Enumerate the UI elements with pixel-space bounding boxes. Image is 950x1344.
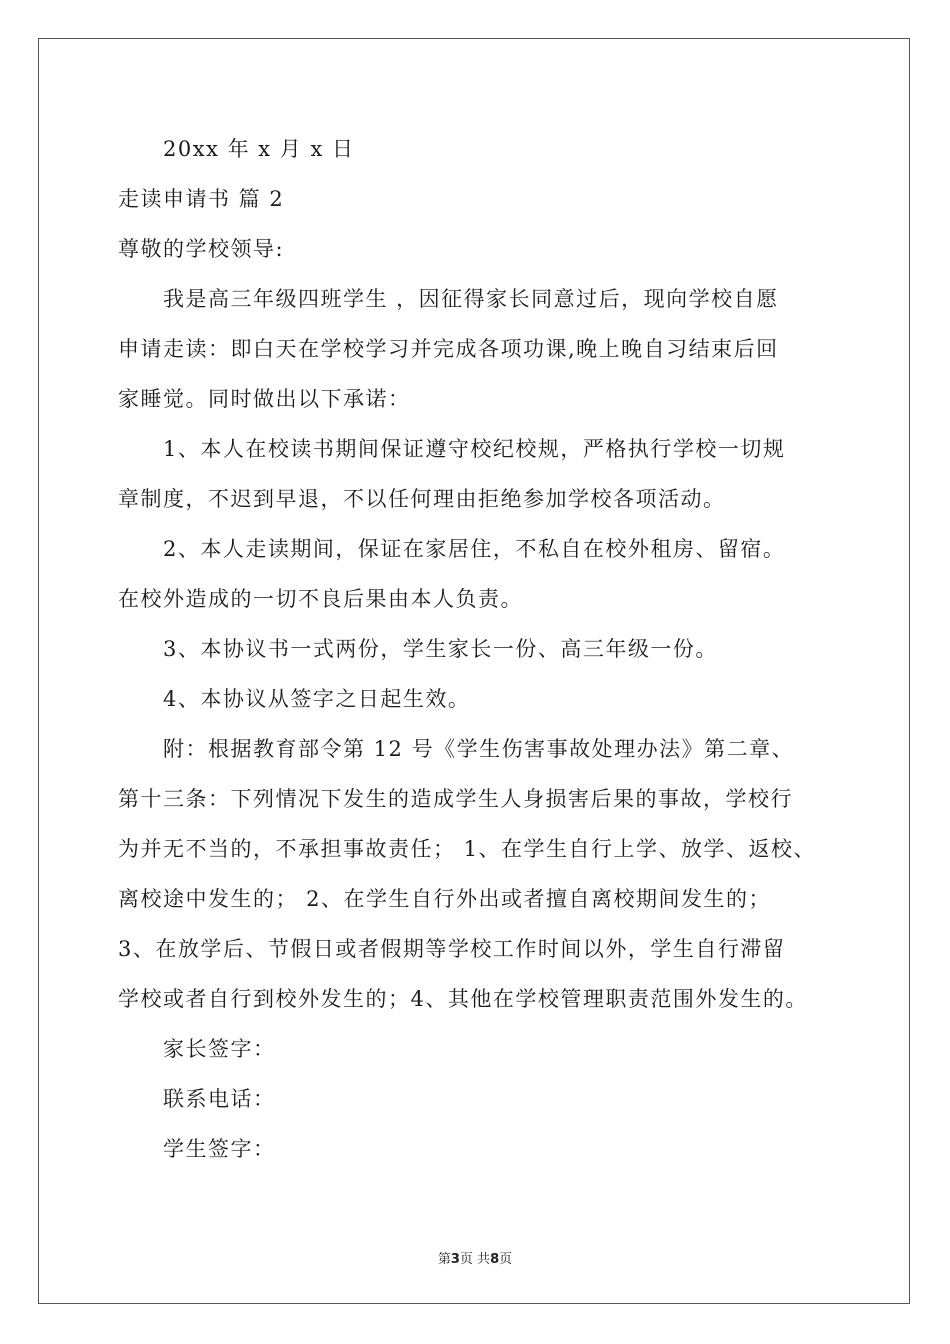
date-line: 20xx 年 x 月 x 日 (163, 137, 355, 161)
body-line: 4、本协议从签字之日起生效。 (163, 687, 471, 711)
total-page-count: 8 (490, 1252, 500, 1267)
body-line: 在校外造成的一切不良后果由本人负责。 (118, 587, 523, 611)
salutation: 尊敬的学校领导: (118, 237, 285, 261)
page-border (38, 38, 910, 1304)
body-line: 3、在放学后、节假日或者假期等学校工作时间以外，学生自行滞留 (118, 937, 786, 961)
footer-suffix: 页 (499, 1252, 513, 1267)
current-page-number: 3 (450, 1252, 460, 1267)
footer-mid: 页 共 (459, 1252, 491, 1267)
body-line: 学校或者自行到校外发生的；4、其他在学校管理职责范围外发生的。 (118, 987, 808, 1011)
body-line: 申请走读：即白天在学校学习并完成各项功课,晚上晚自习结束后回 (118, 337, 779, 361)
body-line: 为并无不当的，不承担事故责任； 1、在学生自行上学、放学、返校、 (118, 837, 817, 861)
body-line: 家睡觉。同时做出以下承诺： (118, 387, 411, 411)
contact-phone-label: 联系电话： (163, 1087, 276, 1111)
body-line: 3、本协议书一式两份，学生家长一份、高三年级一份。 (163, 637, 718, 661)
body-line: 离校途中发生的； 2、在学生自行外出或者擅自离校期间发生的； (118, 887, 772, 911)
student-signature-label: 学生签字： (163, 1137, 276, 1161)
body-line: 我是高三年级四班学生 ，因征得家长同意过后，现向学校自愿 (163, 287, 779, 311)
parent-signature-label: 家长签字： (163, 1037, 276, 1061)
page-number-footer (0, 1248, 950, 1267)
body-line: 1、本人在校读书期间保证遵守校纪校规，严格执行学校一切规 (163, 437, 786, 461)
footer-prefix: 第 (437, 1252, 451, 1267)
body-line: 附：根据教育部令第 12 号《学生伤害事故处理办法》第二章、 (163, 737, 795, 761)
body-line: 章制度，不迟到早退，不以任何理由拒绝参加学校各项活动。 (118, 487, 726, 511)
document-heading: 走读申请书 篇 2 (118, 187, 285, 211)
body-line: 第十三条：下列情况下发生的造成学生人身损害后果的事故，学校行 (118, 787, 793, 811)
body-line: 2、本人走读期间，保证在家居住，不私自在校外租房、留宿。 (163, 537, 786, 561)
